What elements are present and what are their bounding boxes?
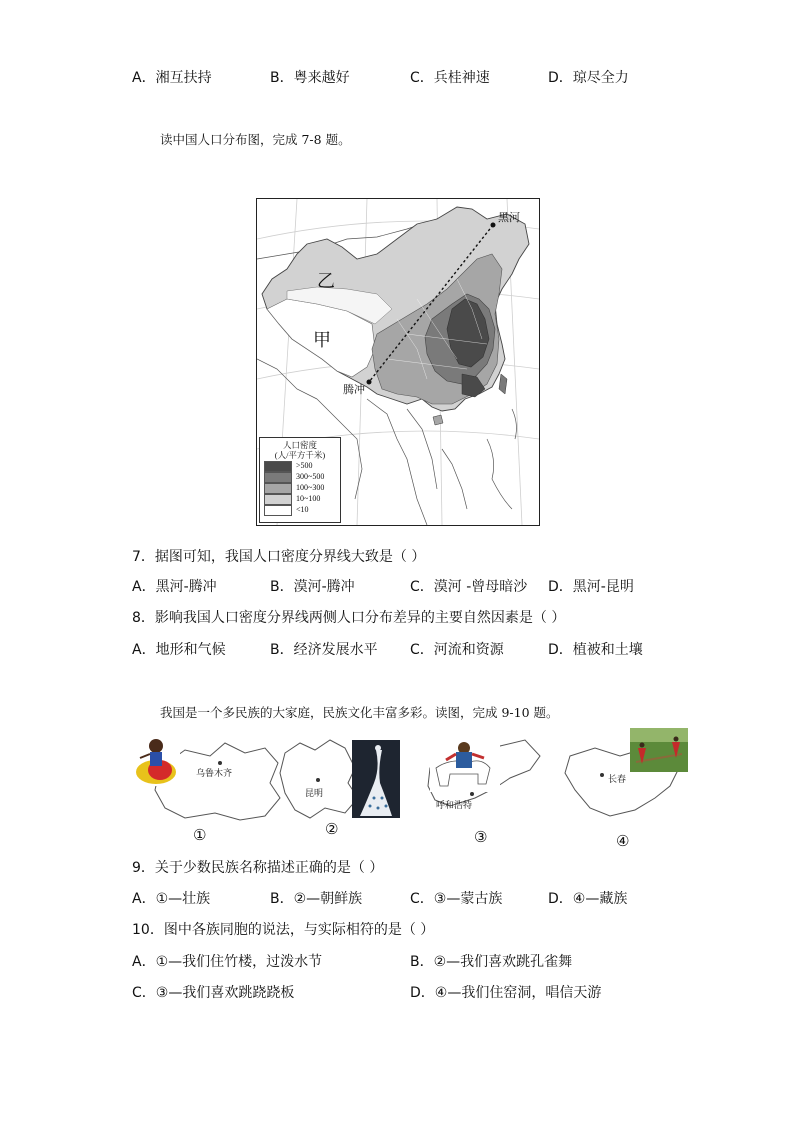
city-label-2: 昆明 <box>305 789 324 799</box>
figure-number-4: ④ <box>616 832 630 850</box>
figure-number-1: ① <box>193 826 207 844</box>
legend-row-4: 10~100 <box>260 493 340 504</box>
q8-option-d: D．植被和土壤 <box>548 642 643 658</box>
q9-stem: 9．关于少数民族名称描述正确的是（ ） <box>132 860 384 876</box>
q6-option-c: C．兵桂神速 <box>410 70 490 86</box>
q9-option-b: B．②—朝鲜族 <box>270 891 363 907</box>
q7-option-d: D．黑河-昆明 <box>548 579 634 595</box>
heihe-point <box>491 223 496 228</box>
q7-option-a: A．黑河-腾冲 <box>132 579 217 595</box>
q10-option-a: A．①—我们住竹楼，过泼水节 <box>132 954 323 970</box>
legend-row-3: 100~300 <box>260 482 340 493</box>
q8-option-c: C．河流和资源 <box>410 642 504 658</box>
map-legend <box>259 437 341 523</box>
tengchong-point <box>367 380 372 385</box>
city-label-4: 长春 <box>608 775 627 785</box>
q6-option-a: A．湘互扶持 <box>132 70 212 86</box>
q7-stem: 7．据图可知，我国人口密度分界线大致是（ ） <box>132 549 426 565</box>
peacock-dancer-picture <box>352 740 400 818</box>
label-jia: 甲 <box>313 330 331 351</box>
legend-title-2: (人/平方千米) <box>274 450 326 460</box>
q9-option-a: A．①—壮族 <box>132 891 211 907</box>
intro-map-instruction: 读中国人口分布图，完成 7-8 题。 <box>160 132 351 147</box>
q8-option-b: B．经济发展水平 <box>270 642 378 658</box>
q9-option-d: D．④—藏族 <box>548 891 628 907</box>
q7-option-c: C．漠河 -曾母暗沙 <box>410 579 528 595</box>
q8-option-a: A．地形和气候 <box>132 642 226 658</box>
q10-stem: 10．图中各族同胞的说法，与实际相符的是（ ） <box>132 922 435 938</box>
q8-stem: 8．影响我国人口密度分界线两侧人口分布差异的主要自然因素是（ ） <box>132 610 566 626</box>
figure-number-3: ③ <box>474 828 488 846</box>
legend-row-5: <10 <box>260 504 340 515</box>
uyghur-dancer-picture <box>132 736 180 786</box>
legend-row-1: >500 <box>260 460 340 471</box>
q6-option-b: B．粤来越好 <box>270 70 350 86</box>
q10-option-c: C．③—我们喜欢跳跷跷板 <box>132 985 295 1001</box>
mongolian-rider-picture <box>430 734 500 792</box>
city-label-1: 乌鲁木齐 <box>196 769 233 779</box>
legend-row-2: 300~500 <box>260 471 340 482</box>
q10-option-d: D．④—我们住窑洞，唱信天游 <box>410 985 602 1001</box>
population-density-map <box>256 198 540 526</box>
q7-option-b: B．漠河-腾冲 <box>270 579 355 595</box>
korean-seesaw-picture <box>630 728 688 772</box>
label-tengchong: 腾冲 <box>343 383 365 396</box>
figure-number-2: ② <box>325 820 339 838</box>
q10-option-b: B．②—我们喜欢跳孔雀舞 <box>410 954 573 970</box>
q6-option-d: D．琼尽全力 <box>548 70 629 86</box>
label-yi: 乙 <box>317 271 335 292</box>
label-heihe: 黑河 <box>498 211 520 224</box>
legend-title-1: 人口密度 <box>282 440 317 450</box>
intro-ethnic-instruction: 我国是一个多民族的大家庭，民族文化丰富多彩。读图，完成 9-10 题。 <box>160 705 559 720</box>
city-label-3: 呼和浩特 <box>436 801 473 811</box>
q9-option-c: C．③—蒙古族 <box>410 891 503 907</box>
